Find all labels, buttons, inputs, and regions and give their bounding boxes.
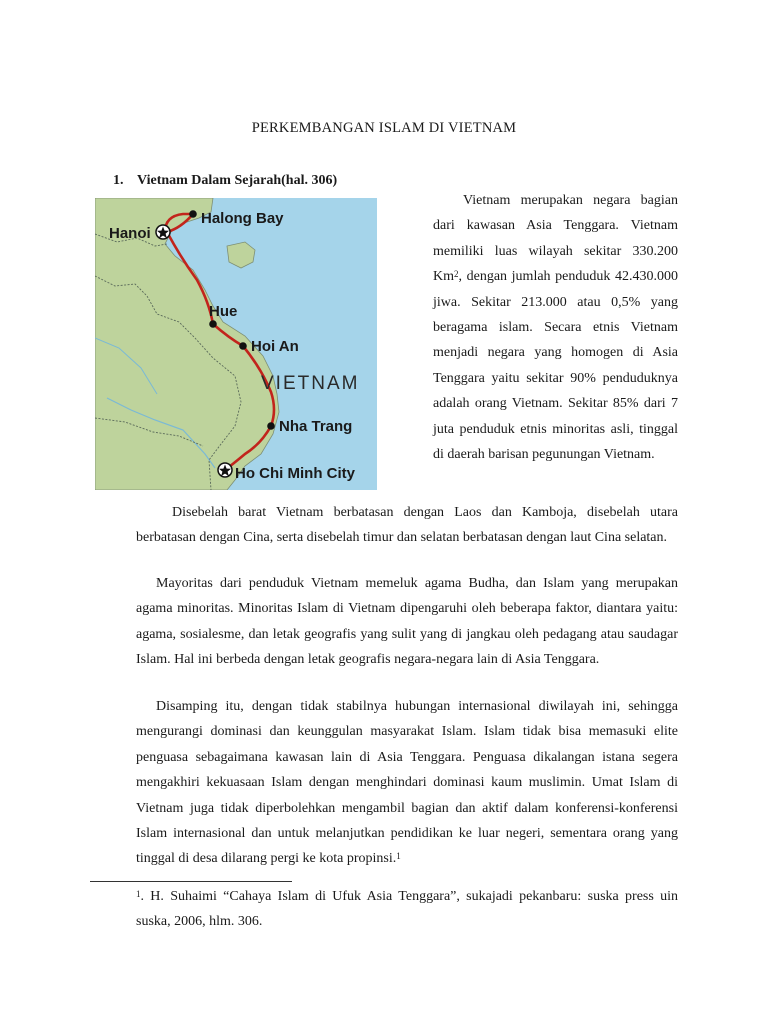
city-label-hoi-an: Hoi An [251,338,299,355]
paragraph-borders: Disebelah barat Vietnam berbatasan dengan Laos dan Kamboja, disebelah utara berbatasan dengan Cina, serta disebelah timur dan selatan berbatasan dengan laut Cina selatan. [136,505,678,546]
capital-star-icon [156,225,170,239]
footnote-marker: 1 [136,889,141,899]
city-dot [267,422,275,430]
intro-text-part1: Vietnam merupakan negara bagian dari kawasan Asia Tenggara. Vietnam memiliki luas wilayah sekitar 330.200 Km [433,193,678,285]
paragraph-politics [136,694,678,872]
section-heading [113,173,337,189]
city-star-icon [218,463,232,477]
paragraph-religion: Mayoritas dari penduduk Vietnam memeluk agama Budha, dan Islam yang merupakan agama minoritas. Minoritas Islam di Vietnam dipengaruhi oleh beberapa faktor, diantara yaitu: agama, sosialesme, dan letak geografis yang sulit yang di jangkau oleh pedagang atau saudagar Islam. Hal ini berbeda dengan letak geografis negara-negara lain di Asia Tenggara. [136,576,678,668]
city-label-ho-chi-minh-city: Ho Chi Minh City [235,465,355,482]
city-label-hue: Hue [209,303,238,320]
intro-text-part2: , dengan jumlah penduduk 42.430.000 jiwa. Sekitar 213.000 atau 0,5% yang beragama islam. Secara etnis Vietnam menjadi negara yang homogen di Asia Tenggara yaitu sekitar 90% penduduknya adalah orang Vietnam. Sekitar 85% dari 7 juta penduduk etnis minoritas asli, tinggal di daerah barisan pegunungan Vietnam. [433,269,678,463]
footnote-reference[interactable]: 1 [396,851,401,862]
area-superscript: 2 [454,269,459,280]
city-label-hanoi: Hanoi [109,225,151,242]
footnote [136,884,678,934]
city-dot [189,210,197,218]
intro-paragraph [433,188,678,467]
city-label-nha-trang: Nha Trang [279,418,353,435]
city-dot [209,320,217,328]
page-title: PERKEMBANGAN ISLAM DI VIETNAM [251,120,517,136]
footnote-separator [90,881,292,882]
section-number: 1. [113,173,124,188]
country-label: VIETNAM [261,373,360,394]
city-dot [239,342,247,350]
vietnam-route-map [95,198,377,490]
paragraph-politics-text: Disamping itu, dengan tidak stabilnya hubungan internasional diwilayah ini, sehingga mengurangi dominasi dan keunggulan masyarakat Islam. Islam tidak bisa memasuki elite penguasa sebagaimana kawasan lain di Asia Tenggara. Penguasa dikalangan istana segera mengakhiri kekuasaan Islam dengan menghindari dominasi kaum muslimin. Umat Islam di Vietnam juga tidak diperbolehkan mengambil bagian dan aktif dalam konferensi-konferensi Islam internasional dan untuk melanjutkan pendidikan ke luar negeri, sementara orang yang tinggal di desa dilarang pergi ke kota propinsi. [136,699,678,867]
city-label-halong-bay: Halong Bay [201,210,284,227]
footnote-text: . H. Suhaimi “Cahaya Islam di Ufuk Asia Tenggara”, sukajadi pekanbaru: suska press uin suska, 2006, hlm. 306. [136,889,678,929]
section-heading-text: Vietnam Dalam Sejarah(hal. 306) [137,173,338,188]
